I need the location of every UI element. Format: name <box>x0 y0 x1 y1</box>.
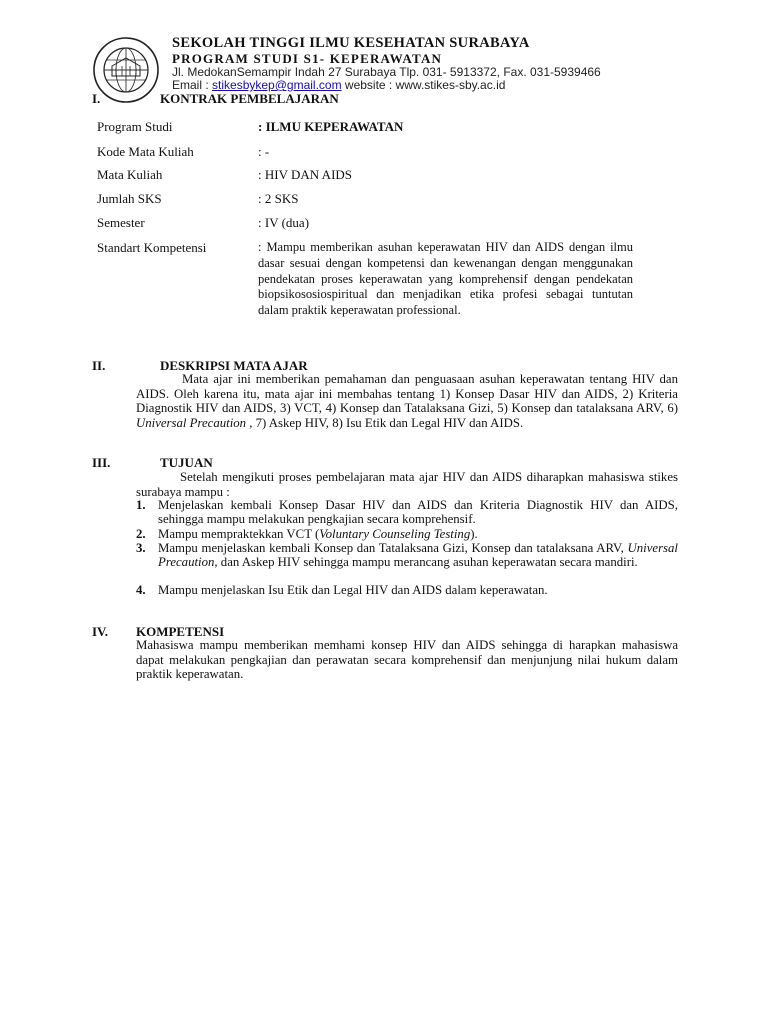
section-2-title: DESKRIPSI MATA AJAR <box>160 358 308 373</box>
tujuan-item-2-text <box>158 527 678 541</box>
label-semester: Semester <box>97 215 145 230</box>
section-1-number: I. <box>92 91 101 106</box>
tujuan-item-4-text: Mampu menjelaskan Isu Etik dan Legal HIV dan AIDS dalam keperawatan. <box>158 583 548 597</box>
section-4-title: KOMPETENSI <box>136 624 225 639</box>
tujuan-item-3-number: 3. <box>136 541 146 555</box>
value-program-studi: : ILMU KEPERAWATAN <box>258 119 404 134</box>
description-italic: Universal Precaution , <box>136 415 253 430</box>
value-kode-mata-kuliah: : - <box>258 144 270 159</box>
institution-name: SEKOLAH TINGGI ILMU KESEHATAN SURABAYA <box>172 35 530 51</box>
tujuan-item-2-number: 2. <box>136 527 146 541</box>
email-link[interactable]: stikesbykep@gmail.com <box>212 78 342 92</box>
tujuan-intro-text: Setelah mengikuti proses pembelajaran mata ajar HIV dan AIDS diharapkan mahasiswa stikes surabaya mampu : <box>136 470 678 499</box>
tujuan-item-2-text-b: ). <box>470 527 478 541</box>
section-1-title: KONTRAK PEMBELAJARAN <box>160 91 339 106</box>
address-line: Jl. MedokanSemampir Indah 27 Surabaya Tlp. 031- 5913372, Fax. 031-5939466 <box>172 65 601 79</box>
tujuan-item-3-italic: Universal Precaution, <box>158 541 678 570</box>
tujuan-item-2-italic: Voluntary Counseling Testing <box>319 527 471 541</box>
tujuan-item-3-text-b: dan Askep HIV sehingga mampu merancang asuhan keperawatan secara mandiri. <box>217 555 638 570</box>
value-mata-kuliah: : HIV DAN AIDS <box>258 167 353 182</box>
program-name: PROGRAM STUDI S1- KEPERAWATAN <box>172 51 443 66</box>
section-2-number: II. <box>92 358 106 373</box>
section-3-title: TUJUAN <box>160 455 213 470</box>
description-text-2: 7) Askep HIV, 8) Isu Etik dan Legal HIV dan AIDS. <box>252 415 524 430</box>
tujuan-item-1-number: 1. <box>136 498 146 512</box>
section-4-number: IV. <box>92 624 109 639</box>
school-logo <box>92 36 160 104</box>
website-text: website : www.stikes-sby.ac.id <box>341 78 506 92</box>
tujuan-item-3-text-a: Mampu menjelaskan kembali Konsep dan Tatalaksana Gizi, Konsep dan tatalaksana ARV, <box>158 541 628 555</box>
section-3-intro <box>136 470 678 499</box>
description-text-1: Mata ajar ini memberikan pemahaman dan penguasaan asuhan keperawatan tentang HIV dan AIDS. Oleh karena itu, mata ajar ini membahas tentang 1) Konsep Dasar HIV dan AIDS, 2) Kriteria Diagnostik HIV dan AIDS, 3) VCT, 4) Konsep dan Tatalaksana Gizi, 5) Konsep dan tatalaksana ARV, 6) <box>136 372 678 416</box>
section-3-number: III. <box>92 455 111 470</box>
value-standart-kompetensi: : Mampu memberikan asuhan keperawatan HIV dan AIDS dengan ilmu dasar sesuai dengan kompetensi dan kewenangan dengan menggunakan pendekatan proses keperawatan yang komprehensif dengan pendekatan biopsikososiospiritual dan menjadikan etika profesi sebagai tuntutan dalam praktik keperawatan professional. <box>258 240 633 318</box>
email-label: Email : <box>172 78 213 92</box>
label-standart-kompetensi: Standart Kompetensi <box>97 240 207 255</box>
tujuan-item-4-number: 4. <box>136 583 146 597</box>
tujuan-item-2-text-a: Mampu mempraktekkan VCT ( <box>158 527 320 541</box>
value-semester: : IV (dua) <box>258 215 310 230</box>
label-program-studi: Program Studi <box>97 119 173 134</box>
tujuan-item-3-text <box>158 541 678 569</box>
section-2-description <box>136 372 678 430</box>
value-jumlah-sks: : 2 SKS <box>258 191 299 206</box>
contact-line <box>172 78 505 92</box>
label-jumlah-sks: Jumlah SKS <box>97 191 162 206</box>
tujuan-item-1-text: Menjelaskan kembali Konsep Dasar HIV dan AIDS dan Kriteria Diagnostik HIV dan AIDS, sehingga mampu melakukan pengkajian secara komprehensif. <box>158 498 678 527</box>
label-kode-mata-kuliah: Kode Mata Kuliah <box>97 144 194 159</box>
label-mata-kuliah: Mata Kuliah <box>97 167 163 182</box>
section-4-text: Mahasiswa mampu memberikan memhami konsep HIV dan AIDS sehingga di harapkan mahasiswa dapat melakukan pengkajian dan perawatan secara komprehensif dan menjunjung nilai hukum dalam praktik keperawatan. <box>136 638 678 682</box>
